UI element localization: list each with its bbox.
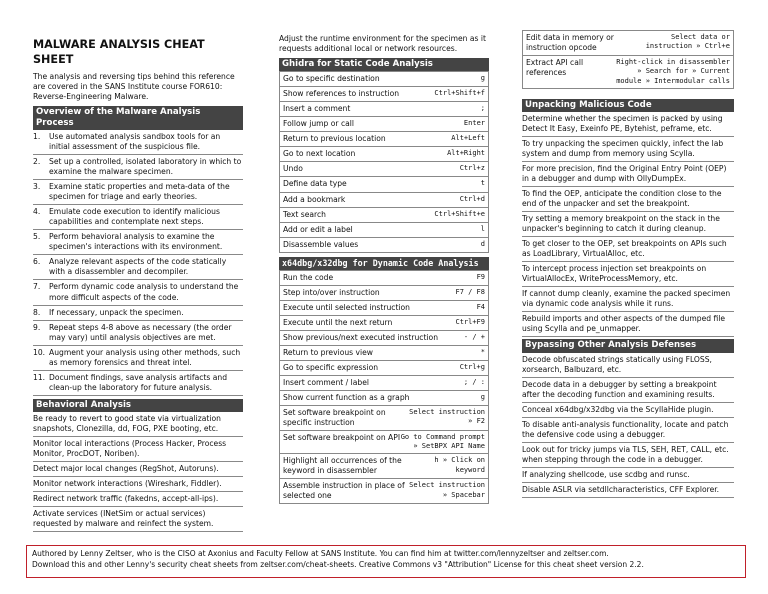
shortcut-action: Run the code xyxy=(283,272,334,282)
x64dbg-heading: x64dbg/x32dbg for Dynamic Code Analysis xyxy=(279,257,489,270)
shortcut-row xyxy=(280,147,488,162)
shortcut-row xyxy=(280,102,488,117)
unpacking-heading: Unpacking Malicious Code xyxy=(522,99,734,112)
column-1 xyxy=(33,32,243,532)
shortcut-row xyxy=(280,162,488,177)
shortcut-row xyxy=(280,331,488,346)
bypassing-item: To disable anti-analysis functionality, locate and patch the defensive code using a debugger. xyxy=(522,418,734,443)
unpacking-item: For more precision, find the Original Entry Point (OEP) in a debugger and dump with OllyDumpEx. xyxy=(522,162,734,187)
behavioral-continued: Adjust the runtime environment for the specimen as it requests additional local or network resources. xyxy=(279,34,486,54)
shortcut-action: Add or edit a label xyxy=(283,224,353,234)
step-text: Emulate code execution to identify malicious capabilities and contemplate next steps. xyxy=(49,207,220,227)
shortcut-row xyxy=(280,223,488,238)
shortcut-action: Show references to instruction xyxy=(283,89,400,99)
shortcut-action: Go to specific expression xyxy=(283,362,379,372)
shortcut-row xyxy=(280,376,488,391)
shortcut-row xyxy=(280,72,488,87)
shortcut-row xyxy=(280,391,488,406)
behavioral-item: Redirect network traffic (fakedns, accept-all-ips). xyxy=(33,492,243,507)
shortcut-action: Edit data in memory or instruction opcode xyxy=(526,33,614,53)
unpacking-item: To intercept process injection set breakpoints on VirtualAllocEx, WriteProcessMemory, etc. xyxy=(522,262,734,287)
overview-step xyxy=(33,255,243,280)
shortcut-row xyxy=(280,177,488,192)
shortcut-keys: Right-click in disassembler » Search for » Current module » Intermodular calls xyxy=(616,58,730,85)
shortcut-keys: Ctrl+z xyxy=(459,164,485,173)
step-text: Use automated analysis sandbox tools for an initial assessment of the suspicious file. xyxy=(49,132,221,152)
bypassing-items xyxy=(522,353,734,498)
ghidra-heading: Ghidra for Static Code Analysis xyxy=(279,58,489,71)
shortcut-keys: Select instruction » Spacebar xyxy=(409,481,485,499)
step-number: 10. xyxy=(33,347,46,357)
shortcut-keys: ; xyxy=(480,104,485,113)
shortcut-action: Execute until selected instruction xyxy=(283,302,410,312)
unpacking-items xyxy=(522,112,734,337)
step-number: 9. xyxy=(33,322,41,332)
behavioral-items xyxy=(33,412,243,532)
ghidra-table xyxy=(279,71,489,252)
step-text: Perform behavioral analysis to examine the specimen's interactions with its environment. xyxy=(49,232,223,252)
overview-step xyxy=(33,180,243,205)
shortcut-keys: ; / : xyxy=(463,377,485,386)
shortcut-keys: Ctrl+Shift+f xyxy=(434,89,485,98)
shortcut-action: Insert comment / label xyxy=(283,377,370,387)
overview-step xyxy=(33,230,243,255)
step-text: Perform dynamic code analysis to understand the more difficult aspects of the code. xyxy=(49,282,239,302)
shortcut-keys: h » Click on keyword xyxy=(434,456,485,474)
shortcut-action: Undo xyxy=(283,164,303,174)
step-number: 2. xyxy=(33,157,41,167)
step-text: Augment your analysis using other methods, such as memory forensics and threat intel. xyxy=(49,347,241,367)
step-number: 6. xyxy=(33,257,41,267)
shortcut-action: Set software breakpoint on API xyxy=(283,432,401,442)
overview-step xyxy=(33,130,243,155)
column-3 xyxy=(522,32,734,498)
footer-box xyxy=(26,545,746,578)
shortcut-row xyxy=(280,346,488,361)
footer-line-1: Authored by Lenny Zeltser, who is the CISO at Axonius and Faculty Fellow at SANS Institute. You can find him at twitter.com/lennyzeltser and zeltser.com. xyxy=(32,549,609,558)
overview-step xyxy=(33,321,243,346)
shortcut-keys: Enter xyxy=(463,119,485,128)
shortcut-keys: Ctrl+F9 xyxy=(455,317,485,326)
shortcut-keys: F4 xyxy=(476,302,485,311)
shortcut-action: Go to specific destination xyxy=(283,74,380,84)
bypassing-item: Decode obfuscated strings statically using FLOSS, xorsearch, Balbuzard, etc. xyxy=(522,353,734,378)
shortcut-keys: Ctrl+g xyxy=(459,362,485,371)
shortcut-action: Insert a comment xyxy=(283,104,351,114)
overview-step xyxy=(33,371,243,396)
behavioral-heading: Behavioral Analysis xyxy=(33,399,243,412)
shortcut-keys: g xyxy=(480,392,485,401)
step-number: 1. xyxy=(33,132,41,142)
shortcut-row xyxy=(280,117,488,132)
unpacking-item: To try unpacking the specimen quickly, infect the lab system and dump from memory using Scylla. xyxy=(522,137,734,162)
step-number: 11. xyxy=(33,372,46,382)
shortcut-action: Disassemble values xyxy=(283,239,359,249)
step-text: Document findings, save analysis artifacts and clean-up the laboratory for future analysis. xyxy=(49,372,228,392)
shortcut-keys: Ctrl+d xyxy=(459,194,485,203)
shortcut-keys: Ctrl+Shift+e xyxy=(434,209,485,218)
shortcut-row xyxy=(523,56,733,89)
shortcut-keys: d xyxy=(480,239,485,248)
overview-step xyxy=(33,280,243,305)
shortcut-action: Highlight all occurrences of the keyword in disassembler xyxy=(283,456,402,476)
bypassing-item: Decode data in a debugger by setting a breakpoint after the decoding function and examining results. xyxy=(522,378,734,403)
step-number: 7. xyxy=(33,282,41,292)
step-number: 3. xyxy=(33,182,41,192)
unpacking-item: Try setting a memory breakpoint on the stack in the unpacker's beginning to catch it during cleanup. xyxy=(522,212,734,237)
shortcut-row xyxy=(280,431,488,454)
shortcut-row xyxy=(523,31,733,56)
bypassing-heading: Bypassing Other Analysis Defenses xyxy=(522,339,734,352)
bypassing-item: Conceal x64dbg/x32dbg via the ScyllaHide plugin. xyxy=(522,403,734,418)
overview-steps xyxy=(33,130,243,395)
shortcut-action: Add a bookmark xyxy=(283,194,346,204)
shortcut-row xyxy=(280,286,488,301)
shortcut-row xyxy=(280,208,488,223)
shortcut-row xyxy=(280,271,488,286)
shortcut-keys: Go to Command prompt » SetBPX API Name xyxy=(400,432,485,451)
behavioral-item: Detect major local changes (RegShot, Autoruns). xyxy=(33,462,243,477)
shortcut-action: Text search xyxy=(283,209,326,219)
shortcut-keys: Select data or instruction » Ctrl+e xyxy=(645,33,730,51)
step-text: Repeat steps 4-8 above as necessary (the order may vary) until analysis objectives are met. xyxy=(49,322,232,342)
shortcut-keys: - / + xyxy=(463,332,485,341)
shortcut-keys: * xyxy=(480,347,485,356)
step-text: If necessary, unpack the specimen. xyxy=(49,307,184,317)
page-title: MALWARE ANALYSIS CHEAT SHEET xyxy=(33,38,205,66)
shortcut-action: Define data type xyxy=(283,179,347,189)
shortcut-keys: F7 / F8 xyxy=(455,287,485,296)
behavioral-item: Monitor local interactions (Process Hacker, Process Monitor, ProcDOT, Noriben). xyxy=(33,437,243,462)
overview-step xyxy=(33,306,243,321)
shortcut-action: Go to next location xyxy=(283,149,356,159)
shortcut-row xyxy=(280,301,488,316)
shortcut-keys: Alt+Left xyxy=(451,134,485,143)
unpacking-item: Rebuild imports and other aspects of the dumped file using Scylla and pe_unmapper. xyxy=(522,312,734,337)
shortcut-action: Show previous/next executed instruction xyxy=(283,332,439,342)
bypassing-item: Disable ASLR via setdllcharacteristics, CFF Explorer. xyxy=(522,483,734,498)
shortcut-keys: Select instruction » F2 xyxy=(409,407,485,426)
shortcut-action: Show current function as a graph xyxy=(283,392,410,402)
behavioral-item: Be ready to revert to good state via virtualization snapshots, Clonezilla, dd, FOG, PXE booting, etc. xyxy=(33,412,243,437)
shortcut-action: Follow jump or call xyxy=(283,119,355,129)
unpacking-item: Determine whether the specimen is packed by using Detect It Easy, Exeinfo PE, Bytehist, peframe, etc. xyxy=(522,112,734,137)
shortcut-row xyxy=(280,454,488,479)
shortcut-row xyxy=(280,87,488,102)
shortcut-action: Execute until the next return xyxy=(283,317,393,327)
bypassing-item: If analyzing shellcode, use scdbg and runsc. xyxy=(522,468,734,483)
step-text: Examine static properties and meta-data of the specimen for triage and early theories. xyxy=(49,182,230,202)
shortcut-row xyxy=(280,238,488,253)
overview-step xyxy=(33,155,243,180)
overview-step xyxy=(33,346,243,371)
shortcut-action: Assemble instruction in place of selected one xyxy=(283,481,405,501)
shortcut-row xyxy=(280,479,488,504)
shortcut-keys: l xyxy=(480,224,485,233)
shortcut-action: Return to previous view xyxy=(283,347,374,357)
footer-line-2: Download this and other Lenny's security cheat sheets from zeltser.com/cheat-sheets. Creative Commons v3 "Attribution" License for this cheat sheet version 2.2. xyxy=(32,559,644,569)
shortcut-row xyxy=(280,193,488,208)
shortcut-action: Set software breakpoint on specific instruction xyxy=(283,407,386,427)
shortcut-row xyxy=(280,132,488,147)
step-number: 8. xyxy=(33,307,41,317)
step-number: 5. xyxy=(33,232,41,242)
shortcut-keys: g xyxy=(480,74,485,83)
step-text: Analyze relevant aspects of the code statically with a disassembler and decompiler. xyxy=(49,257,227,277)
behavioral-item: Monitor network interactions (Wireshark, Fiddler). xyxy=(33,477,243,492)
step-number: 4. xyxy=(33,207,41,217)
behavioral-item: Activate services (INetSim or actual services) requested by malware and reinfect the system. xyxy=(33,507,243,532)
shortcut-row xyxy=(280,406,488,431)
overview-step xyxy=(33,205,243,230)
overview-heading: Overview of the Malware Analysis Process xyxy=(33,106,243,131)
shortcut-row xyxy=(280,361,488,376)
bypassing-item: Look out for tricky jumps via TLS, SEH, RET, CALL, etc. when stepping through the code in a debugger. xyxy=(522,443,734,468)
shortcut-action: Extract API call references xyxy=(526,58,584,78)
intro-text: The analysis and reversing tips behind this reference are covered in the SANS Institute course FOR610: Reverse-Engineering Malware. xyxy=(33,71,235,101)
shortcut-keys: Alt+Right xyxy=(447,149,485,158)
shortcut-row xyxy=(280,316,488,331)
column-2 xyxy=(279,32,489,504)
step-text: Set up a controlled, isolated laboratory in which to examine the malware specimen. xyxy=(49,157,242,177)
shortcut-keys: F9 xyxy=(476,272,485,281)
x64dbg-table xyxy=(279,270,489,505)
shortcut-keys: t xyxy=(480,179,485,188)
unpacking-item: To find the OEP, anticipate the condition close to the end of the unpacker and set the breakpoint. xyxy=(522,187,734,212)
shortcut-action: Step into/over instruction xyxy=(283,287,380,297)
x64dbg-table-continued xyxy=(522,30,734,89)
shortcut-action: Return to previous location xyxy=(283,134,386,144)
unpacking-item: To get closer to the OEP, set breakpoints on APIs such as LoadLibrary, VirtualAlloc, etc. xyxy=(522,237,734,262)
unpacking-item: If cannot dump cleanly, examine the packed specimen via dynamic code analysis while it runs. xyxy=(522,287,734,312)
